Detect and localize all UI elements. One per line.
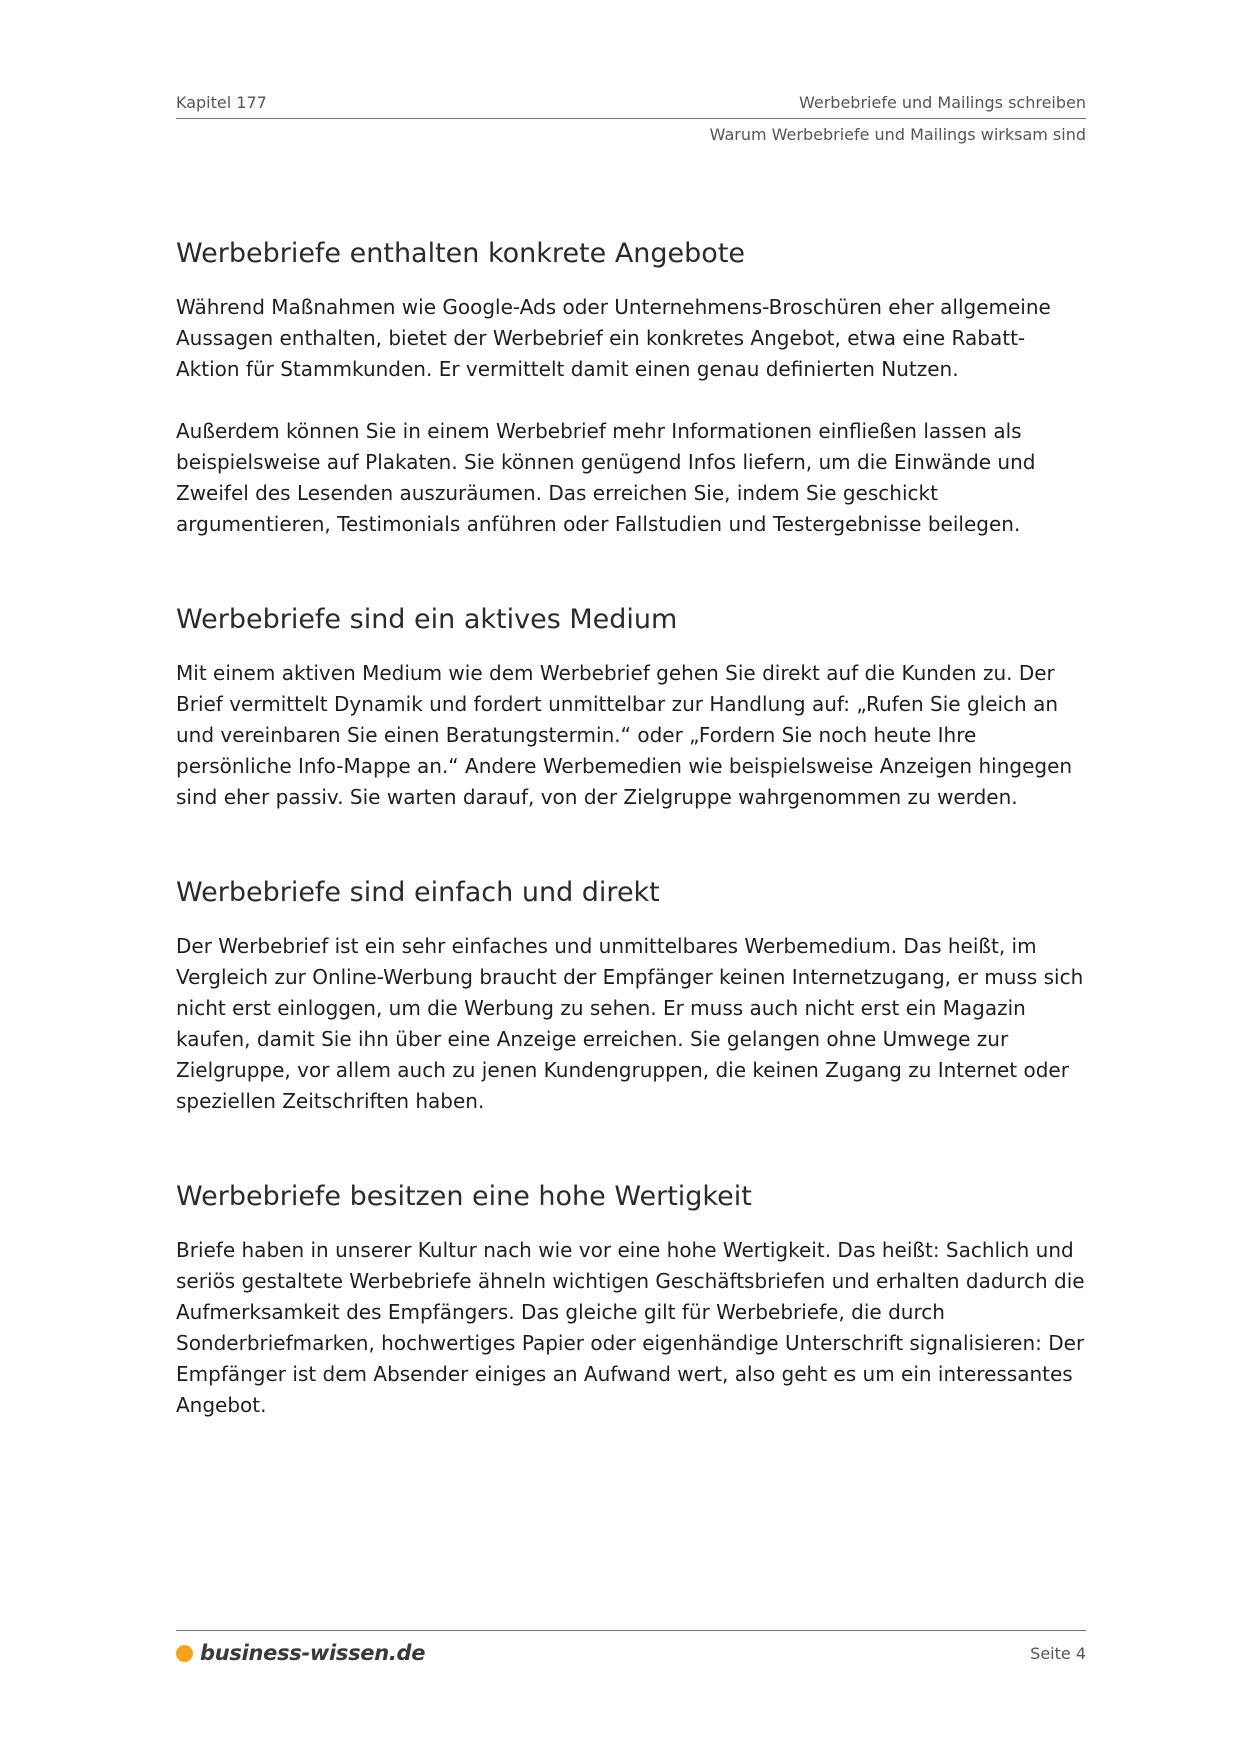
paragraph: Mit einem aktiven Medium wie dem Werbebrief gehen Sie direkt auf die Kunden zu. Der Brief vermittelt Dynamik und fordert unmittelbar zur Handlung auf: „Rufen Sie gleich an und vereinbaren Sie einen Beratungstermin.“ oder „Fordern Sie noch heute Ihre persönliche Info-Mappe an.“ Andere Werbemedien wie beispielsweise Anzeigen hingegen sind eher passiv. Sie warten darauf, von der Zielgruppe wahrgenommen zu werden. xyxy=(176,661,1073,809)
brand-dot-icon xyxy=(176,1645,193,1662)
main-content xyxy=(176,234,1086,1421)
chapter-label: Kapitel 177 xyxy=(176,93,267,112)
header-row xyxy=(176,92,1086,119)
paragraph: Briefe haben in unserer Kultur nach wie vor eine hohe Wertigkeit. Das heißt: Sachlich und seriös gestaltete Werbebriefe ähneln wichtigen Geschäftsbriefen und erhalten dadurch die Aufmerksamkeit des Empfängers. Das gleiche gilt für Werbebriefe, die durch Sonderbriefmarken, hochwertiges Papier oder eigenhändige Unterschrift signalisieren: Der Empfänger ist dem Absender einiges an Aufwand wert, also geht es um ein interessantes Angebot. xyxy=(176,1238,1085,1417)
section-einfach-direkt xyxy=(176,873,1086,1117)
section-aktives-medium xyxy=(176,600,1086,813)
section-konkrete-angebote xyxy=(176,234,1086,540)
section-hohe-wertigkeit xyxy=(176,1177,1086,1421)
page-number: Seite 4 xyxy=(1030,1643,1086,1663)
document-subtitle: Warum Werbebriefe und Mailings wirksam sind xyxy=(709,125,1086,144)
paragraph: Während Maßnahmen wie Google-Ads oder Unternehmens-Broschüren eher allgemeine Aussagen enthalten, bietet der Werbebrief ein konkretes Angebot, etwa eine Rabatt-Aktion für Stammkunden. Er vermittelt damit einen genau definierten Nutzen. xyxy=(176,295,1051,381)
document-title: Werbebriefe und Mailings schreiben xyxy=(798,93,1086,112)
brand-logo xyxy=(176,1641,425,1665)
section-heading: Werbebriefe sind ein aktives Medium xyxy=(176,604,678,635)
section-heading: Werbebriefe besitzen eine hohe Wertigkeit xyxy=(176,1181,752,1212)
paragraph: Der Werbebrief ist ein sehr einfaches und unmittelbares Werbemedium. Das heißt, im Vergleich zur Online-Werbung braucht der Empfänger keinen Internetzugang, er muss sich nicht erst einloggen, um die Werbung zu sehen. Er muss auch nicht erst ein Magazin kaufen, damit Sie ihn über eine Anzeige erreichen. Sie gelangen ohne Umwege zur Zielgruppe, vor allem auch zu jenen Kundengruppen, die keinen Zugang zu Internet oder speziellen Zeitschriften haben. xyxy=(176,934,1084,1113)
section-heading: Werbebriefe enthalten konkrete Angebote xyxy=(176,238,746,269)
page-header xyxy=(176,92,1086,146)
brand-name: business-wissen.de xyxy=(200,1641,426,1665)
paragraph: Außerdem können Sie in einem Werbebrief mehr Informationen einfließen lassen als beispielsweise auf Plakaten. Sie können genügend Infos liefern, um die Einwände und Zweifel des Lesenden auszuräumen. Das erreichen Sie, indem Sie geschickt argumentieren, Testimonials anführen oder Fallstudien und Testergebnisse beilegen. xyxy=(176,419,1036,536)
section-heading: Werbebriefe sind einfach und direkt xyxy=(176,877,660,908)
page-footer xyxy=(176,1630,1086,1665)
